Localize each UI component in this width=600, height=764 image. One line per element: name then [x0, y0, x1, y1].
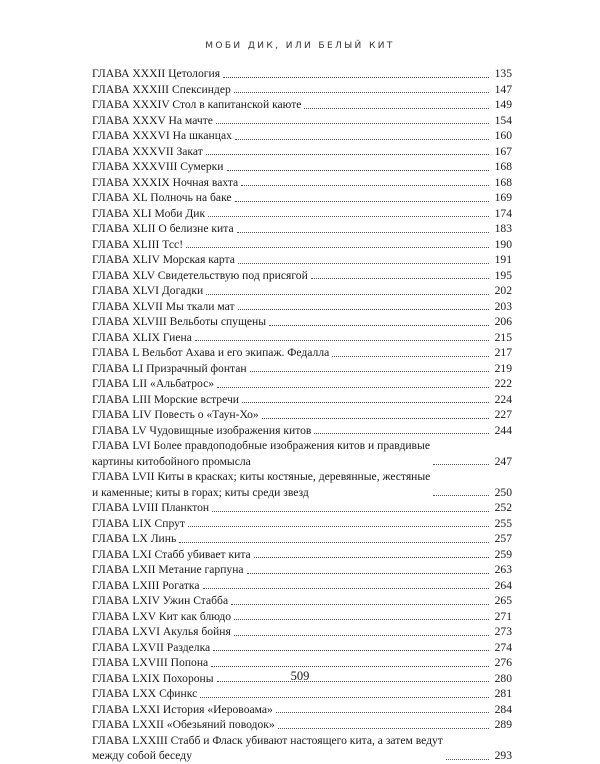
chapter-title: ГЛАВА LXI Стабб убивает кита — [92, 547, 251, 561]
toc-entry — [92, 500, 512, 516]
toc-entry — [92, 299, 512, 315]
dot-leader — [250, 371, 489, 372]
chapter-page-number: 271 — [494, 609, 512, 623]
toc-entry — [92, 609, 512, 625]
dot-leader — [235, 201, 489, 202]
chapter-title: ГЛАВА LII «Альбатрос» — [92, 377, 215, 390]
toc-entry — [92, 516, 512, 532]
dot-leader — [247, 573, 489, 574]
chapter-page-number: 203 — [494, 299, 512, 313]
dot-leader — [231, 604, 489, 605]
chapter-title: ГЛАВА XL Полночь на баке — [92, 191, 232, 204]
toc-entry — [92, 733, 512, 764]
chapter-page-number: 281 — [494, 687, 512, 700]
chapter-page-number: 191 — [494, 253, 512, 266]
chapter-page-number: 154 — [494, 113, 512, 127]
chapter-page-number: 174 — [494, 206, 512, 220]
dot-leader — [433, 495, 489, 496]
chapter-page-number: 273 — [494, 625, 512, 638]
toc-entry — [92, 593, 512, 609]
chapter-page-number: 222 — [494, 377, 512, 390]
chapter-title: ГЛАВА XXXIII Спексиндер — [92, 82, 231, 96]
chapter-page-number: 169 — [494, 191, 512, 204]
dot-leader — [195, 340, 489, 341]
chapter-title: ГЛАВА XLI Моби Дик — [92, 206, 206, 220]
chapter-title: ГЛАВА LXXIII Стабб и Фласк убивают настоящего кита, а затем ведут между собой беседу — [92, 733, 443, 762]
chapter-page-number: 190 — [494, 237, 512, 251]
chapter-title: ГЛАВА XXXV На мачте — [92, 113, 213, 127]
chapter-page-number: 276 — [494, 656, 512, 669]
toc-entry — [92, 702, 512, 718]
chapter-title: ГЛАВА LXXI История «Иеровоама» — [92, 702, 273, 716]
toc-entry — [92, 97, 512, 113]
dot-leader — [213, 650, 489, 651]
chapter-page-number: 264 — [494, 578, 512, 592]
chapter-title: ГЛАВА XXXVIII Сумерки — [92, 160, 224, 173]
chapter-page-number: 135 — [494, 67, 512, 80]
dot-leader — [234, 92, 489, 93]
chapter-title: ГЛАВА LXXII «Обезьяний поводок» — [92, 718, 275, 731]
chapter-title: ГЛАВА LIII Морские встречи — [92, 392, 239, 406]
chapter-title: ГЛАВА XLII О белизне кита — [92, 222, 234, 235]
dot-leader — [203, 588, 489, 589]
dot-leader — [186, 247, 489, 248]
chapter-title: ГЛАВА XXXIV Стол в капитанской каюте — [92, 98, 302, 111]
toc-entry — [92, 531, 512, 547]
chapter-title: ГЛАВА LVI Более правдоподобные изображения китов и правдивые картины китобойного промысла — [92, 439, 430, 468]
chapter-page-number: 227 — [494, 408, 512, 421]
chapter-title: ГЛАВА LX Линь — [92, 532, 177, 545]
chapter-page-number: 265 — [494, 594, 512, 607]
toc-entry — [92, 128, 512, 144]
toc-entry — [92, 175, 512, 191]
toc-entry — [92, 562, 512, 578]
chapter-title: ГЛАВА LIV Повесть о «Таун-Хо» — [92, 408, 259, 421]
dot-leader — [304, 108, 489, 109]
chapter-page-number: 224 — [494, 392, 512, 406]
dot-leader — [188, 526, 489, 527]
dot-leader — [242, 402, 489, 403]
toc-entry — [92, 206, 512, 222]
chapter-page-number: 167 — [494, 144, 512, 158]
dot-leader — [235, 139, 489, 140]
chapter-page-number: 147 — [494, 82, 512, 96]
dot-leader — [241, 185, 489, 186]
chapter-title: ГЛАВА XXXII Цетология — [92, 67, 221, 80]
page-number: 509 — [290, 669, 310, 683]
chapter-page-number: 217 — [494, 346, 512, 359]
chapter-page-number: 274 — [494, 640, 512, 654]
dot-leader — [206, 294, 489, 295]
toc-entry — [92, 314, 512, 330]
chapter-page-number: 252 — [494, 501, 512, 514]
chapter-page-number: 160 — [494, 129, 512, 142]
dot-leader — [278, 728, 489, 729]
dot-leader — [311, 278, 489, 279]
chapter-page-number: 289 — [494, 718, 512, 731]
dot-leader — [217, 387, 489, 388]
chapter-title: ГЛАВА LXX Сфинкс — [92, 687, 198, 700]
dot-leader — [276, 712, 489, 713]
toc-entry — [92, 376, 512, 392]
toc-entry — [92, 361, 512, 377]
chapter-page-number: 284 — [494, 702, 512, 716]
dot-leader — [206, 154, 489, 155]
chapter-title: ГЛАВА LXVI Акулья бойня — [92, 625, 231, 638]
chapter-title: ГЛАВА XXXIX Ночная вахта — [92, 175, 239, 189]
chapter-page-number: 244 — [494, 423, 512, 437]
chapter-page-number: 257 — [494, 532, 512, 545]
dot-leader — [332, 356, 489, 357]
chapter-page-number: 215 — [494, 330, 512, 344]
dot-leader — [238, 309, 489, 310]
toc-entry — [92, 66, 512, 82]
chapter-title: ГЛАВА XLVIII Вельботы спущены — [92, 315, 267, 328]
chapter-title: ГЛАВА XLV Свидетельствую под присягой — [92, 268, 308, 282]
chapter-page-number: 280 — [494, 671, 512, 685]
dot-leader — [211, 666, 489, 667]
chapter-title: ГЛАВА XXXVII Закат — [92, 144, 203, 158]
toc-entry — [92, 407, 512, 423]
dot-leader — [216, 123, 489, 124]
chapter-title: ГЛАВА LV Чудовищные изображения китов — [92, 423, 312, 437]
chapter-page-number: 259 — [494, 547, 512, 561]
chapter-title: ГЛАВА XLIV Морская карта — [92, 253, 235, 266]
chapter-title: ГЛАВА LXIX Похороны — [92, 671, 214, 685]
chapter-page-number: 263 — [494, 563, 512, 576]
dot-leader — [234, 619, 489, 620]
chapter-page-number: 183 — [494, 222, 512, 235]
chapter-title: ГЛАВА LXVII Разделка — [92, 640, 211, 654]
chapter-page-number: 206 — [494, 315, 512, 328]
toc-entry — [92, 640, 512, 656]
chapter-title: ГЛАВА LXVIII Попона — [92, 656, 209, 669]
dot-leader — [314, 433, 489, 434]
toc-entry — [92, 423, 512, 439]
toc-entry — [92, 82, 512, 98]
toc-entry — [92, 624, 512, 640]
toc-entry — [92, 144, 512, 160]
toc-entry — [92, 345, 512, 361]
dot-leader — [212, 511, 489, 512]
chapter-page-number: 293 — [494, 749, 512, 762]
toc-entry — [92, 190, 512, 206]
toc-entry — [92, 268, 512, 284]
dot-leader — [262, 418, 489, 419]
running-head: МОБИ ДИК, ИЛИ БЕЛЫЙ КИТ — [205, 41, 395, 51]
toc-entry — [92, 283, 512, 299]
chapter-title: ГЛАВА LXIV Ужин Стабба — [92, 594, 229, 607]
dot-leader — [227, 170, 489, 171]
chapter-title: ГЛАВА LXV Кит как блюдо — [92, 609, 232, 623]
chapter-page-number: 195 — [494, 268, 512, 282]
dot-leader — [234, 635, 489, 636]
dot-leader — [238, 263, 489, 264]
chapter-title: ГЛАВА XLIII Тсс! — [92, 237, 184, 251]
chapter-page-number: 247 — [494, 454, 512, 468]
dot-leader — [433, 464, 489, 465]
toc-entry — [92, 221, 512, 237]
chapter-title: ГЛАВА LIX Спрут — [92, 516, 185, 530]
toc-entry — [92, 113, 512, 129]
toc-entry — [92, 330, 512, 346]
dot-leader — [179, 542, 489, 543]
toc-entry — [92, 159, 512, 175]
chapter-title: ГЛАВА LVII Киты в красках; киты костяные, деревянные, жестяные и каменные; киты в горах; киты среди звезд — [92, 470, 431, 499]
chapter-page-number: 250 — [494, 485, 512, 499]
dot-leader — [208, 216, 489, 217]
chapter-title: ГЛАВА XLIX Гиена — [92, 330, 192, 344]
chapter-title: ГЛАВА XXXVI На шканцах — [92, 129, 232, 142]
chapter-title: ГЛАВА LXII Метание гарпуна — [92, 563, 244, 576]
chapter-page-number: 202 — [494, 284, 512, 297]
dot-leader — [446, 759, 489, 760]
toc-entry — [92, 252, 512, 268]
dot-leader — [269, 325, 489, 326]
toc-entry — [92, 717, 512, 733]
chapter-title: ГЛАВА LVIII Планктон — [92, 501, 210, 514]
chapter-page-number: 219 — [494, 361, 512, 375]
toc-entry — [92, 237, 512, 253]
dot-leader — [254, 557, 489, 558]
toc-entry — [92, 578, 512, 594]
chapter-title: ГЛАВА LXIII Рогатка — [92, 578, 200, 592]
chapter-page-number: 168 — [494, 160, 512, 173]
chapter-title: ГЛАВА L Вельбот Ахава и его экипаж. Федалла — [92, 346, 330, 359]
toc-entry — [92, 469, 512, 500]
chapter-title: ГЛАВА XLVII Мы ткали мат — [92, 299, 235, 313]
chapter-title: ГЛАВА LI Призрачный фонтан — [92, 361, 247, 375]
chapter-page-number: 255 — [494, 516, 512, 530]
toc-entry — [92, 392, 512, 408]
toc-entry — [92, 547, 512, 563]
chapter-page-number: 168 — [494, 175, 512, 189]
toc-entry — [92, 686, 512, 702]
chapter-title: ГЛАВА XLVI Догадки — [92, 284, 204, 297]
dot-leader — [200, 697, 489, 698]
dot-leader — [237, 232, 489, 233]
chapter-page-number: 149 — [494, 98, 512, 111]
dot-leader — [223, 77, 489, 78]
toc-entry — [92, 438, 512, 469]
table-of-contents — [92, 66, 512, 764]
